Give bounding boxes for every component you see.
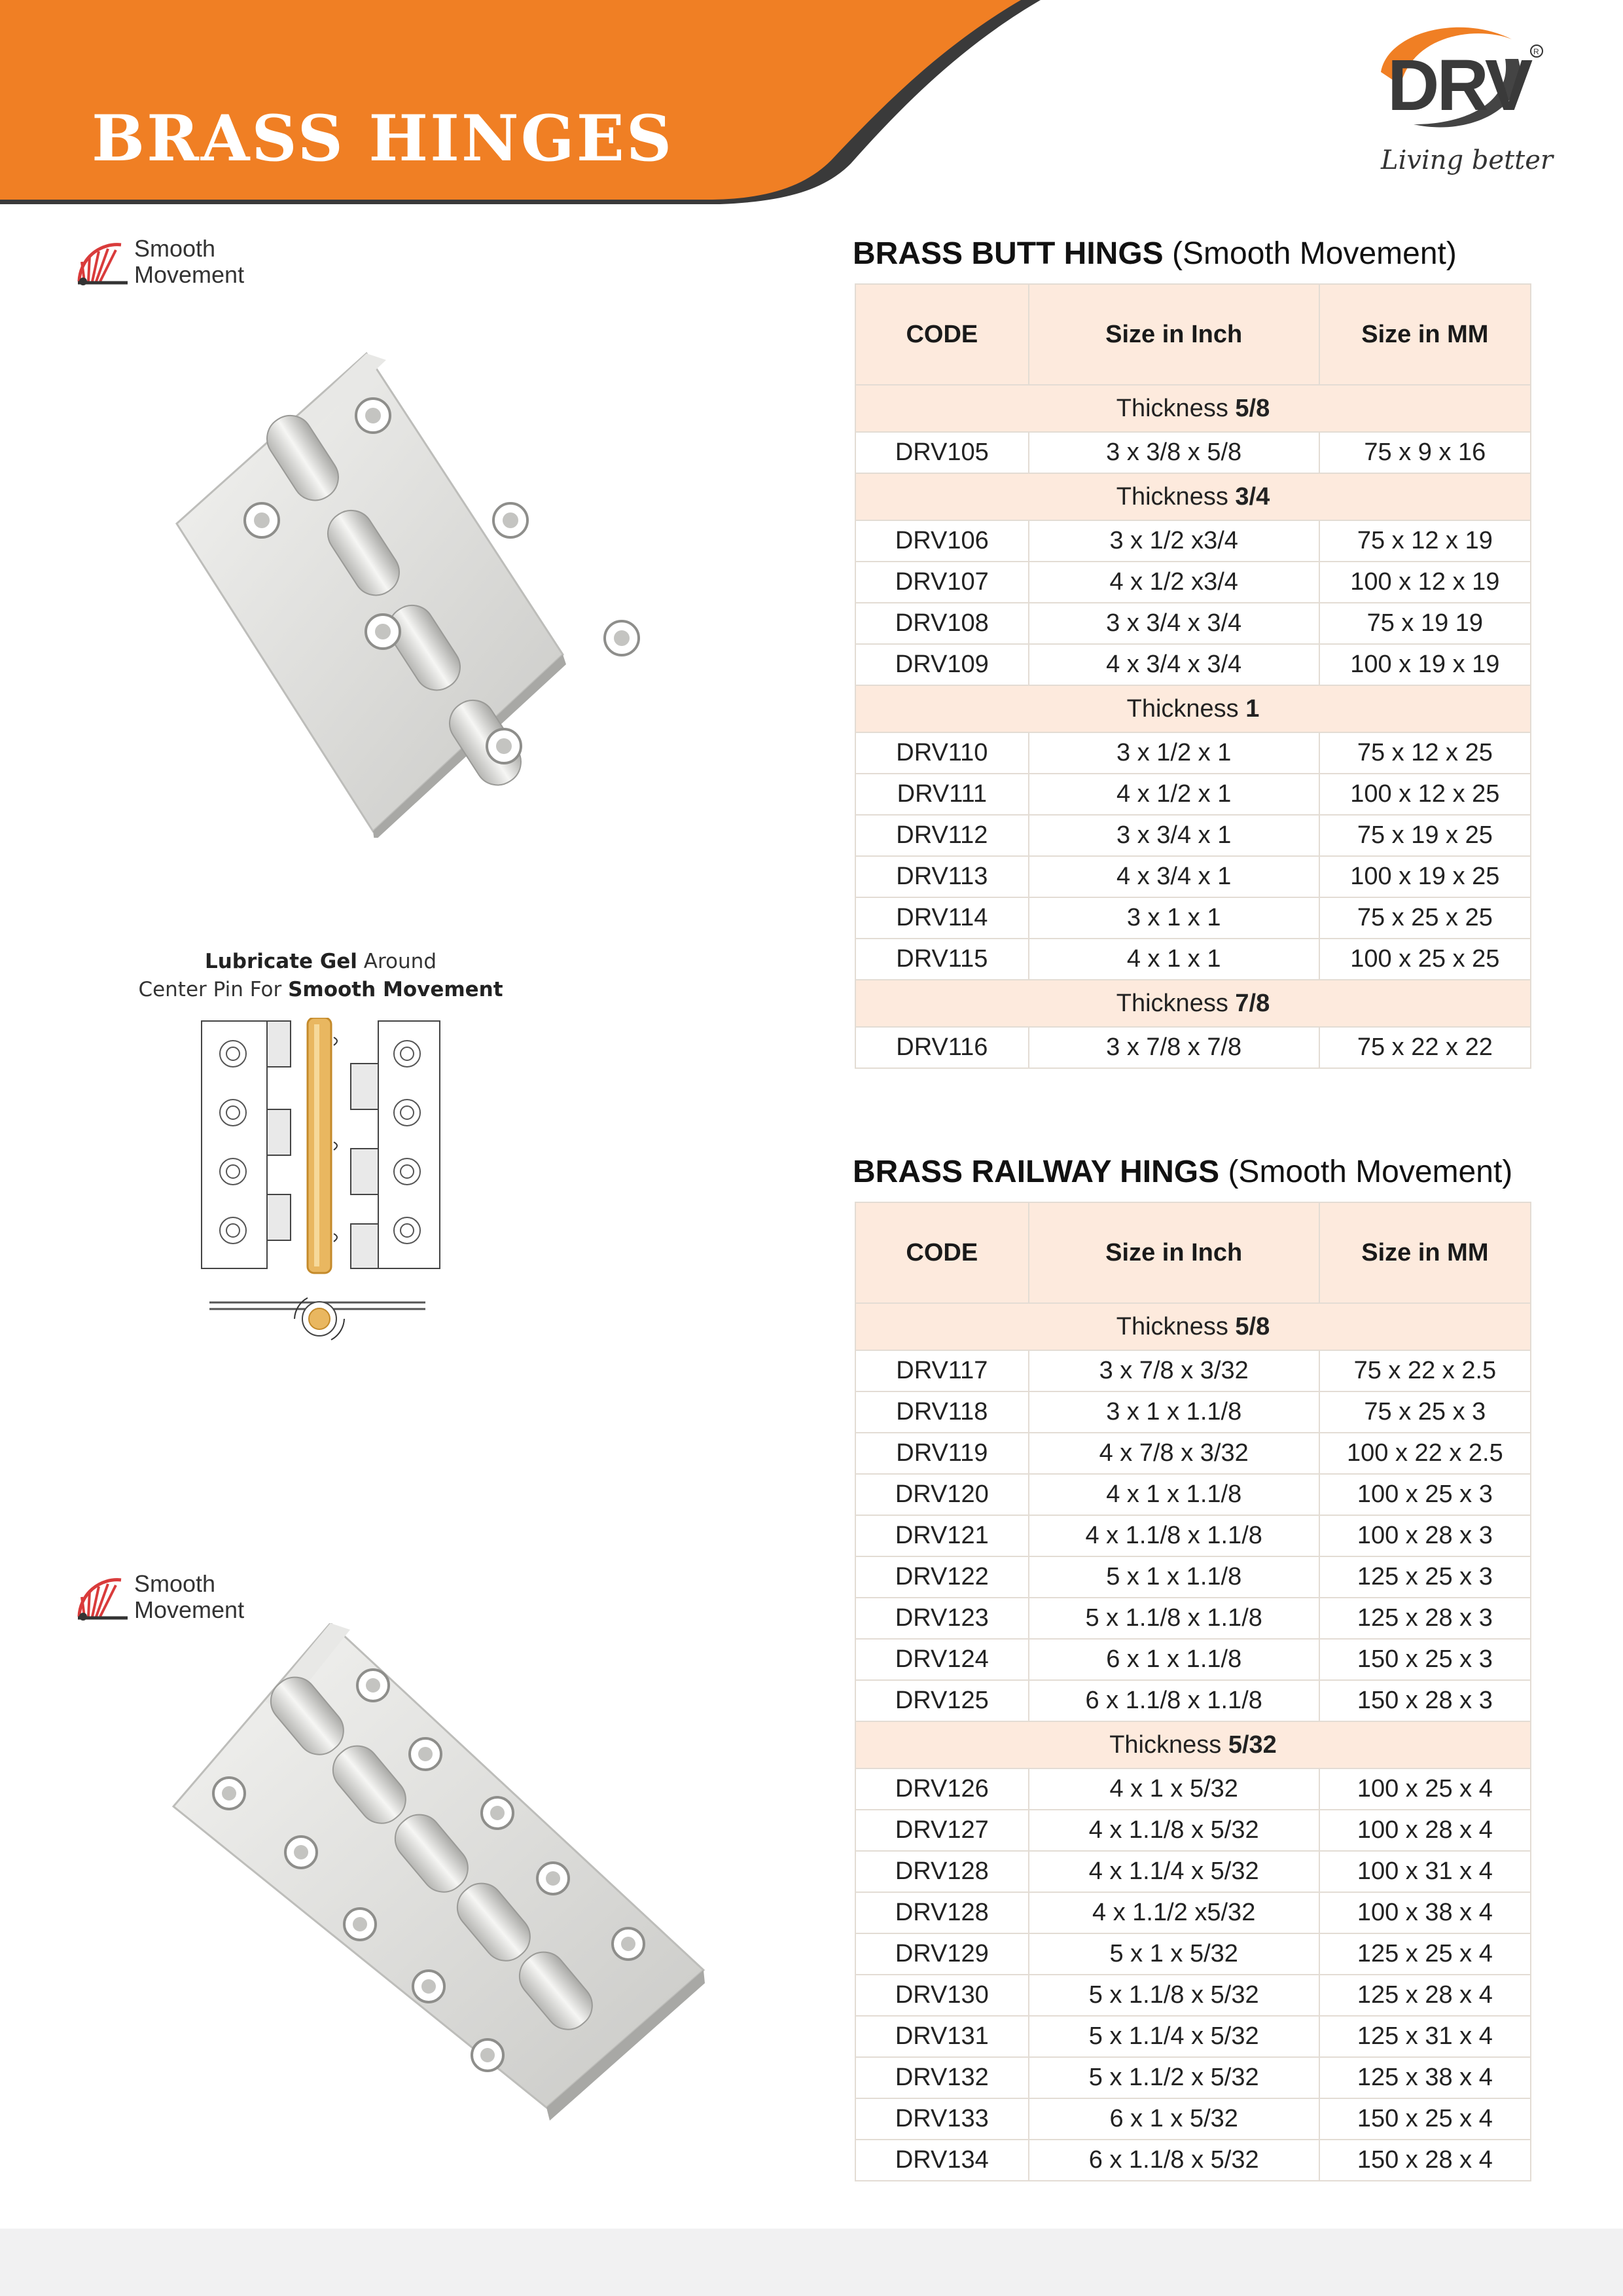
lube-bold1: Lubricate Gel (204, 950, 357, 973)
size-inch-cell: 5 x 1.1/8 x 5/32 (1029, 1975, 1319, 2016)
table-row (855, 2140, 1531, 2181)
table-row (855, 520, 1531, 562)
railway-hinges-title: BRASS RAILWAY HINGS (Smooth Movement) (853, 1155, 1513, 1189)
size-mm-cell: 150 x 28 x 3 (1319, 1680, 1531, 1721)
size-mm-cell: 75 x 12 x 19 (1319, 520, 1531, 562)
table-row (855, 644, 1531, 685)
table-row (855, 1639, 1531, 1680)
size-inch-cell: 6 x 1.1/8 x 1.1/8 (1029, 1680, 1319, 1721)
table-row (855, 1350, 1531, 1391)
code-cell: DRV111 (855, 774, 1029, 815)
size-mm-cell: 75 x 19 x 25 (1319, 815, 1531, 856)
size-inch-cell: 4 x 1.1/8 x 1.1/8 (1029, 1515, 1319, 1556)
table-row (855, 1433, 1531, 1474)
header-size-inch: Size in Inch (1029, 1202, 1319, 1303)
lube-bold2: Smooth Movement (288, 978, 503, 1001)
size-inch-cell: 3 x 1/2 x3/4 (1029, 520, 1319, 562)
size-mm-cell: 75 x 25 x 25 (1319, 897, 1531, 939)
size-mm-cell: 100 x 31 x 4 (1319, 1851, 1531, 1892)
size-inch-cell: 5 x 1 x 5/32 (1029, 1933, 1319, 1975)
size-inch-cell: 4 x 7/8 x 3/32 (1029, 1433, 1319, 1474)
table-row (855, 1474, 1531, 1515)
code-cell: DRV127 (855, 1810, 1029, 1851)
size-inch-cell: 4 x 1.1/8 x 5/32 (1029, 1810, 1319, 1851)
size-mm-cell: 75 x 25 x 3 (1319, 1391, 1531, 1433)
size-inch-cell: 3 x 1 x 1 (1029, 897, 1319, 939)
table-row (855, 897, 1531, 939)
code-cell: DRV130 (855, 1975, 1029, 2016)
header-size-mm: Size in MM (1319, 1202, 1531, 1303)
size-inch-cell: 4 x 1.1/2 x5/32 (1029, 1892, 1319, 1933)
lubricate-note (131, 948, 510, 1004)
size-inch-cell: 6 x 1 x 5/32 (1029, 2098, 1319, 2140)
lube-text2: Center Pin For (138, 978, 289, 1001)
size-mm-cell: 75 x 9 x 16 (1319, 432, 1531, 473)
size-mm-cell: 100 x 25 x 4 (1319, 1768, 1531, 1810)
table-row (855, 2016, 1531, 2057)
logo-swoosh-icon (1361, 13, 1558, 144)
table-row (855, 732, 1531, 774)
butt-hinges-title: BRASS BUTT HINGS (Smooth Movement) (853, 236, 1457, 271)
size-mm-cell: 150 x 25 x 3 (1319, 1639, 1531, 1680)
header-code: CODE (855, 284, 1029, 385)
size-inch-cell: 4 x 1 x 1 (1029, 939, 1319, 980)
size-mm-cell: 100 x 28 x 4 (1319, 1810, 1531, 1851)
table-row (855, 1598, 1531, 1639)
size-mm-cell: 125 x 28 x 4 (1319, 1975, 1531, 2016)
code-cell: DRV134 (855, 2140, 1029, 2181)
code-cell: DRV105 (855, 432, 1029, 473)
code-cell: DRV117 (855, 1350, 1029, 1391)
railway-hinges-table (855, 1202, 1531, 2181)
code-cell: DRV110 (855, 732, 1029, 774)
thickness-group-row (855, 980, 1531, 1027)
size-inch-cell: 5 x 1.1/4 x 5/32 (1029, 2016, 1319, 2057)
code-cell: DRV116 (855, 1027, 1029, 1068)
speedometer-icon (75, 236, 133, 288)
size-mm-cell: 75 x 12 x 25 (1319, 732, 1531, 774)
table-row (855, 856, 1531, 897)
badge-line1: Smooth (134, 235, 216, 262)
size-inch-cell: 4 x 3/4 x 3/4 (1029, 644, 1319, 685)
size-mm-cell: 100 x 19 x 19 (1319, 644, 1531, 685)
size-inch-cell: 6 x 1 x 1.1/8 (1029, 1639, 1319, 1680)
size-mm-cell: 100 x 12 x 25 (1319, 774, 1531, 815)
size-inch-cell: 3 x 1/2 x 1 (1029, 732, 1319, 774)
code-cell: DRV119 (855, 1433, 1029, 1474)
table-row (855, 939, 1531, 980)
size-mm-cell: 125 x 38 x 4 (1319, 2057, 1531, 2098)
code-cell: DRV112 (855, 815, 1029, 856)
thickness-label (855, 685, 1531, 732)
code-cell: DRV115 (855, 939, 1029, 980)
table-row (855, 603, 1531, 644)
code-cell: DRV107 (855, 562, 1029, 603)
table-row (855, 2057, 1531, 2098)
code-cell: DRV106 (855, 520, 1029, 562)
thickness-label (855, 473, 1531, 520)
table-row (855, 1027, 1531, 1068)
thickness-label (855, 385, 1531, 432)
speedometer-icon (75, 1571, 133, 1623)
badge-line2: Movement (134, 261, 245, 288)
size-inch-cell: 3 x 7/8 x 7/8 (1029, 1027, 1319, 1068)
size-inch-cell: 4 x 1 x 5/32 (1029, 1768, 1319, 1810)
brass-railway-hinge-image (167, 1623, 710, 2124)
code-cell: DRV108 (855, 603, 1029, 644)
header-size-inch: Size in Inch (1029, 284, 1319, 385)
butt-hinges-table (855, 283, 1531, 1069)
header-code: CODE (855, 1202, 1029, 1303)
thickness-group-row (855, 1303, 1531, 1350)
logo-text: DRV (1387, 45, 1531, 126)
table-row (855, 815, 1531, 856)
thickness-value: 5/8 (1235, 1312, 1270, 1340)
footer-band (0, 2229, 1623, 2296)
size-inch-cell: 3 x 1 x 1.1/8 (1029, 1391, 1319, 1433)
tagline: Living better (1381, 145, 1554, 175)
code-cell: DRV131 (855, 2016, 1029, 2057)
thickness-value: 1 (1245, 694, 1260, 723)
code-cell: DRV118 (855, 1391, 1029, 1433)
size-inch-cell: 3 x 3/8 x 5/8 (1029, 432, 1319, 473)
size-inch-cell: 3 x 7/8 x 3/32 (1029, 1350, 1319, 1391)
thickness-value: 5/32 (1228, 1731, 1277, 1759)
table-row (855, 1810, 1531, 1851)
smooth-movement-badge-2 (75, 1571, 285, 1630)
table-row (855, 1391, 1531, 1433)
page-title: BRASS HINGES (92, 101, 674, 175)
code-cell: DRV124 (855, 1639, 1029, 1680)
thickness-value: 3/4 (1235, 482, 1270, 511)
badge-line2: Movement (134, 1596, 245, 1623)
thickness-label (855, 980, 1531, 1027)
code-cell: DRV133 (855, 2098, 1029, 2140)
thickness-text: Thickness (1109, 1731, 1228, 1759)
code-cell: DRV113 (855, 856, 1029, 897)
thickness-group-row (855, 385, 1531, 432)
code-cell: DRV109 (855, 644, 1029, 685)
thickness-text: Thickness (1116, 1312, 1236, 1340)
table-row (855, 562, 1531, 603)
size-inch-cell: 4 x 1.1/4 x 5/32 (1029, 1851, 1319, 1892)
code-cell: DRV122 (855, 1556, 1029, 1598)
table-row (855, 2098, 1531, 2140)
code-cell: DRV123 (855, 1598, 1029, 1639)
table-row (855, 774, 1531, 815)
size-mm-cell: 150 x 25 x 4 (1319, 2098, 1531, 2140)
thickness-text: Thickness (1116, 482, 1236, 511)
size-inch-cell: 4 x 1/2 x3/4 (1029, 562, 1319, 603)
table-row (855, 1680, 1531, 1721)
lube-text1: Around (357, 950, 437, 973)
thickness-label (855, 1721, 1531, 1768)
header-size-mm: Size in MM (1319, 284, 1531, 385)
size-inch-cell: 4 x 1/2 x 1 (1029, 774, 1319, 815)
thickness-text: Thickness (1126, 694, 1246, 723)
size-mm-cell: 100 x 38 x 4 (1319, 1892, 1531, 1933)
code-cell: DRV120 (855, 1474, 1029, 1515)
size-mm-cell: 100 x 28 x 3 (1319, 1515, 1531, 1556)
size-inch-cell: 4 x 3/4 x 1 (1029, 856, 1319, 897)
code-cell: DRV121 (855, 1515, 1029, 1556)
size-inch-cell: 5 x 1 x 1.1/8 (1029, 1556, 1319, 1598)
size-inch-cell: 3 x 3/4 x 1 (1029, 815, 1319, 856)
size-mm-cell: 150 x 28 x 4 (1319, 2140, 1531, 2181)
size-mm-cell: 125 x 25 x 3 (1319, 1556, 1531, 1598)
table-row (855, 432, 1531, 473)
size-mm-cell: 100 x 12 x 19 (1319, 562, 1531, 603)
code-cell: DRV128 (855, 1851, 1029, 1892)
hinge-pin-diagram (196, 1018, 445, 1361)
table-row (855, 1975, 1531, 2016)
size-mm-cell: 125 x 31 x 4 (1319, 2016, 1531, 2057)
thickness-text: Thickness (1116, 989, 1236, 1017)
code-cell: DRV128 (855, 1892, 1029, 1933)
table-header-row (855, 1202, 1531, 1303)
code-cell: DRV125 (855, 1680, 1029, 1721)
svg-text:R: R (1533, 47, 1539, 56)
size-mm-cell: 75 x 19 19 (1319, 603, 1531, 644)
thickness-label (855, 1303, 1531, 1350)
table-row (855, 1851, 1531, 1892)
thickness-group-row (855, 685, 1531, 732)
table-row (855, 1933, 1531, 1975)
size-inch-cell: 5 x 1.1/8 x 1.1/8 (1029, 1598, 1319, 1639)
table-row (855, 1892, 1531, 1933)
size-inch-cell: 3 x 3/4 x 3/4 (1029, 603, 1319, 644)
table-header-row (855, 284, 1531, 385)
size-mm-cell: 100 x 25 x 25 (1319, 939, 1531, 980)
thickness-group-row (855, 473, 1531, 520)
code-cell: DRV132 (855, 2057, 1029, 2098)
size-inch-cell: 4 x 1 x 1.1/8 (1029, 1474, 1319, 1515)
table-row (855, 1768, 1531, 1810)
size-inch-cell: 6 x 1.1/8 x 5/32 (1029, 2140, 1319, 2181)
code-cell: DRV126 (855, 1768, 1029, 1810)
brass-butt-hinge-image (164, 314, 713, 841)
table-row (855, 1556, 1531, 1598)
size-mm-cell: 75 x 22 x 22 (1319, 1027, 1531, 1068)
code-cell: DRV129 (855, 1933, 1029, 1975)
badge-line1: Smooth (134, 1570, 216, 1597)
size-mm-cell: 100 x 19 x 25 (1319, 856, 1531, 897)
size-inch-cell: 5 x 1.1/2 x 5/32 (1029, 2057, 1319, 2098)
size-mm-cell: 100 x 22 x 2.5 (1319, 1433, 1531, 1474)
thickness-text: Thickness (1116, 394, 1236, 422)
thickness-value: 7/8 (1235, 989, 1270, 1017)
size-mm-cell: 125 x 25 x 4 (1319, 1933, 1531, 1975)
size-mm-cell: 125 x 28 x 3 (1319, 1598, 1531, 1639)
size-mm-cell: 100 x 25 x 3 (1319, 1474, 1531, 1515)
thickness-value: 5/8 (1235, 394, 1270, 422)
size-mm-cell: 75 x 22 x 2.5 (1319, 1350, 1531, 1391)
table-row (855, 1515, 1531, 1556)
code-cell: DRV114 (855, 897, 1029, 939)
smooth-movement-badge (75, 236, 285, 295)
thickness-group-row (855, 1721, 1531, 1768)
